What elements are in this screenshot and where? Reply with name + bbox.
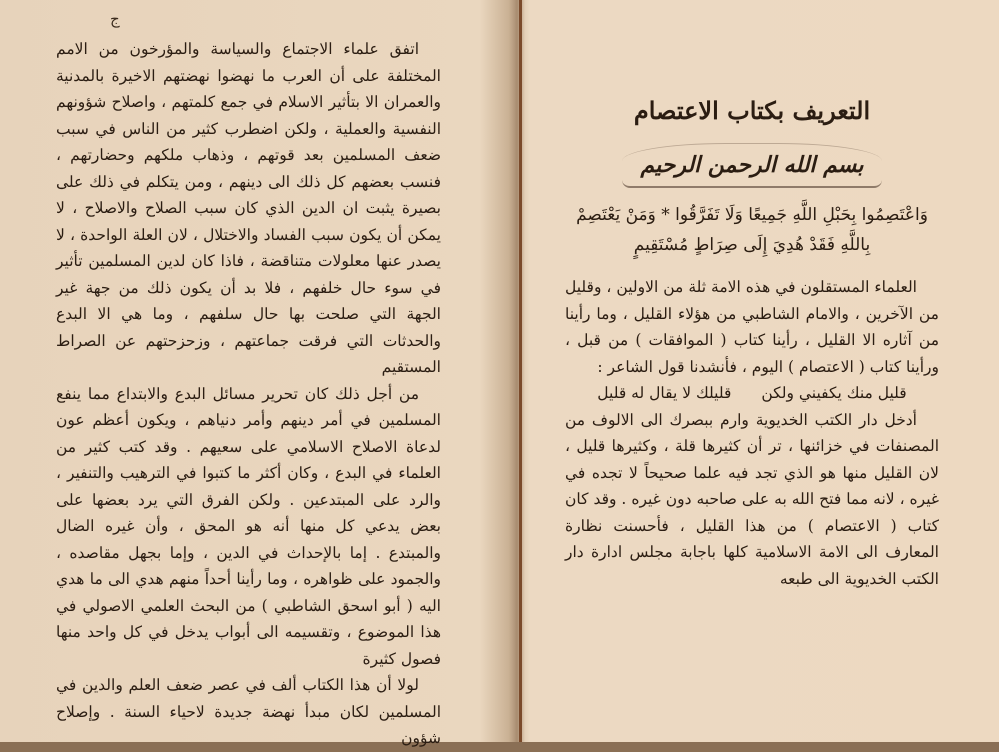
- right-page-text: [565, 274, 939, 592]
- page-number: ج: [110, 10, 120, 28]
- poem-first-hemistich: قليل منك يكفيني ولكن: [761, 384, 907, 402]
- left-paragraph-1: اتفق علماء الاجتماع والسياسة والمؤرخون من الامم المختلفة على أن العرب ما نهضوا نهضتهم الاخيرة بالمدنية والعمران الا بتأثير الاسلام في جمع كلمتهم ، واصلاح شؤونهم النفسية والعملية ، ولكن اضطرب كثير من الناس في سبب ضعف المسلمين بعد قوتهم ، وذهاب ملكهم وحضارتهم ، فنسب بعضهم كل ذلك الى دينهم ، ومن يتكلم في ذلك على بصيرة يثبت ان الدين الذي كان سبب الصلاح والاصلاح ، لا يمكن أن يكون سبب الفساد والاختلال ، لان العلة الواحدة ، لا يصدر عنها معلولات متناقضة ، فاذا كان لدين المسلمين تأثير في سوء حال خلفهم ، فلا بد أن يكون ذلك من جهة غير الجهة التي صلحت بها حال سلفهم ، وما هي الا البدع والحدثات التي فرقت جماعتهم ، وزحزحتهم عن الصراط المستقيم: [56, 40, 441, 376]
- right-page: [525, 0, 999, 742]
- poem-second-hemistich: قليلك لا يقال له قليل: [597, 384, 732, 402]
- verse-line-1: وَاعْتَصِمُوا بِحَبْلِ اللَّهِ جَمِيعًا وَلَا تَفَرَّقُوا * وَمَنْ يَعْتَصِمْ: [576, 205, 928, 225]
- left-paragraph-2: من أجل ذلك كان تحرير مسائل البدع والابتداع مما ينفع المسلمين في أمر دينهم وأمر دنياهم ، ويكون أعظم عون لدعاة الاصلاح الاسلامي على سعيهم . وقد كتب كثير من العلماء في البدع ، وكان أكثر ما كتبوا في الترهيب والتنفير ، والرد على المبتدعين . ولكن الفرق التي يرد بعضها على بعض يدعي كل منها أنه هو المحق ، وأن غيره الضال والمبتدع . إما بالإحداث في الدين ، وإما بجهل مقاصده ، والجمود على ظواهره ، وما رأينا أحداً منهم هدي الى ما هدي اليه ( أبو اسحق الشاطبي ) من البحث العلمي الاصولي في هذا الموضوع ، وتقسيمه الى أبواب يدخل في كل واحد منها فصول كثيرة: [56, 384, 441, 668]
- basmala-calligraphy: [565, 143, 939, 188]
- quran-verse: [565, 200, 939, 260]
- right-paragraph-1: العلماء المستقلون في هذه الامة ثلة من الاولين ، وقليل من الآخرين ، والامام الشاطبي من هؤلاء القليل ، وما رأينا من آثاره الا القليل ، رأينا كتاب ( الموافقات ) من قبل ، ورأينا كتاب ( الاعتصام ) اليوم ، فأنشدنا قول الشاعر :: [565, 278, 939, 376]
- basmala-text: بسم الله الرحمن الرحيم: [622, 143, 881, 188]
- left-paragraph-3: لولا أن هذا الكتاب ألف في عصر ضعف العلم والدين في المسلمين لكان مبدأ نهضة جديدة لاحياء السنة . وإصلاح شؤون: [56, 676, 441, 747]
- page-title: التعريف بكتاب الاعتصام: [633, 96, 871, 125]
- poem-verse: [565, 380, 939, 407]
- book-spine-line: [519, 0, 522, 742]
- left-page-text: [56, 36, 441, 752]
- verse-line-2: بِاللَّهِ فَقَدْ هُدِيَ إِلَى صِرَاطٍ مُسْتَقِيمٍ: [633, 235, 871, 255]
- right-paragraph-2: أدخل دار الكتب الخديوية وارم ببصرك الى الالوف من المصنفات في خزائنها ، تر أن كثيرها قلة ، وكثيرها قليل ، لان القليل منها هو الذي تجد فيه علما صحيحاً لا تجده في غيره ، لانه مما فتح الله به على صاحبه دون غيره . وقد كان كتاب ( الاعتصام ) من هذا القليل ، فأحسنت نظارة المعارف الى الامة الاسلامية كلها باجابة مجلس ادارة دار الكتب الخديوية الى طبعه: [565, 410, 939, 588]
